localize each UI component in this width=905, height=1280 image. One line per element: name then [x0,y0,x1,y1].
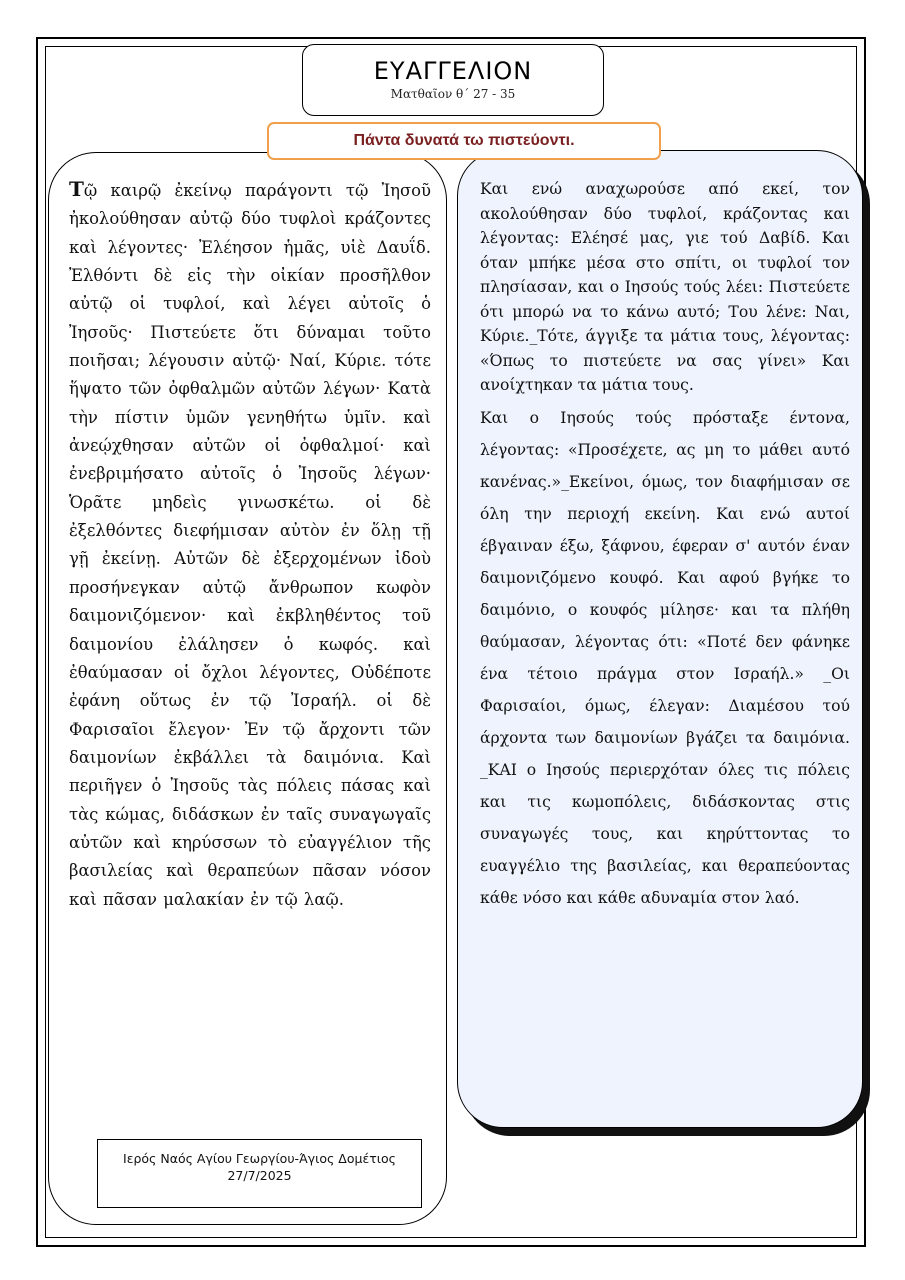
footer-box [97,1139,422,1208]
drop-initial: Τ [69,177,84,201]
modern-paragraph-1: Και ενώ αναχωρούσε από εκεί, τον ακολούθησαν δύο τυφλοί, κράζοντας και λέγοντας: Ελέησέ μας, γιε τού Δαβίδ. Και όταν μπήκε μέσα στο σπίτι, οι τυφλοί τον πλησίασαν, και ο Ιησούς τούς λέει: Πιστεύετε ότι μπορώ να το κάνω αυτό; Του λένε: Ναι, Κύριε._Τότε, άγγιξε τα μάτια τους, λέγοντας: «Όπως το πιστεύετε να σας γίνει» Και ανοίχτηκαν τα μάτια τους. [480,180,850,394]
ancient-text-column [48,152,447,1225]
motto-banner: Πάντα δυνατά τω πιστεύοντι. [267,122,661,160]
modern-paragraph-2: Και ο Ιησούς τούς πρόσταξε έντονα, λέγοντας: «Προσέχετε, ας μη το μάθει αυτό κανένας.»_Εκείνοι, όμως, τον διαφήμισαν σε όλη την περιοχή εκείνη. Και ενώ αυτοί έβγαιναν έξω, ξάφνου, έφεραν σ' αυτόν έναν δαιμονιζόμενο κουφό. Και αφού βγήκε το δαιμόνιο, ο κουφός μίλησε· και τα πλήθη θαύμασαν, λέγοντας ότι: «Ποτέ δεν φάνηκε ένα τέτοιο πράγμα στον Ισραήλ.» _Οι Φαρισαίοι, όμως, έλεγαν: Διαμέσου τού άρχοντα των δαιμονίων βγάζει τα δαιμόνια. _ΚΑΙ ο Ιησούς περιερχόταν όλες τις πόλεις και τις κωμοπόλεις, διδάσκοντας στις συναγωγές τους, και κηρύττοντας το ευαγγέλιο της βασιλείας, και θεραπεύοντας κάθε νόσο και κάθε αδυναμία στον λαό. [480,408,850,907]
modern-text-column [457,150,863,1128]
ancient-text-body: ῷ καιρῷ ἐκείνῳ παράγοντι τῷ Ἰησοῦ ἠκολούθησαν αὐτῷ δύο τυφλοὶ κράζοντες καὶ λέγοντες· Ἐλέησον ἡμᾶς, υἱὲ Δαυΐδ. Ἐλθόντι δὲ εἰς τὴν οἰκίαν προσῆλθον αὐτῷ οἱ τυφλοί, καὶ λέγει αὐτοῖς ὁ Ἰησοῦς· Πιστεύετε ὅτι δύναμαι τοῦτο ποιῆσαι; λέγουσιν αὐτῷ· Ναί, Κύριε. τότε ἥψατο τῶν ὀφθαλμῶν αὐτῶν λέγων· Κατὰ τὴν πίστιν ὑμῶν γενηθήτω ὑμῖν. καὶ ἀνεῴχθησαν αὐτῶν οἱ ὀφθαλμοί· καὶ ἐνεβριμήσατο αὐτοῖς ὁ Ἰησοῦς λέγων· Ὁρᾶτε μηδεὶς γινωσκέτω. οἱ δὲ ἐξελθόντες διεφήμισαν αὐτὸν ἐν ὅλῃ τῇ γῇ ἐκείνῃ. Αὐτῶν δὲ ἐξερχομένων ἰδοὺ προσήνεγκαν αὐτῷ ἄνθρωπον κωφὸν δαιμονιζόμενον· καὶ ἐκβληθέντος τοῦ δαιμονίου ἐλάλησεν ὁ κωφός. καὶ ἐθαύμασαν οἱ ὄχλοι λέγοντες, Οὐδέποτε ἐφάνη οὕτως ἐν τῷ Ἰσραήλ. οἱ δὲ Φαρισαῖοι ἔλεγον· Ἐν τῷ ἄρχοντι τῶν δαιμονίων ἐκβάλλει τὰ δαιμόνια. Καὶ περιῆγεν ὁ Ἰησοῦς τὰς πόλεις πάσας καὶ τὰς κώμας, διδάσκων ἐν ταῖς συναγωγαῖς αὐτῶν καὶ κηρύσσων τὸ εὐαγγέλιον τῆς βασιλείας καὶ θεραπεύων πᾶσαν νόσον καὶ πᾶσαν μαλακίαν ἐν τῷ λαῷ. [69,181,431,909]
church-name: Ιερός Ναός Αγίου Γεωργίου-Άγιος Δομέτιος [123,1151,396,1166]
bulletin-date: 27/7/2025 [227,1168,292,1183]
gospel-reference: Ματθαῖον θ΄ 27 - 35 [390,87,516,101]
ancient-text [69,175,431,914]
modern-text [480,177,850,914]
gospel-title-box [302,44,604,116]
gospel-title: ΕΥΑΓΓΕΛΙΟΝ [373,57,533,85]
